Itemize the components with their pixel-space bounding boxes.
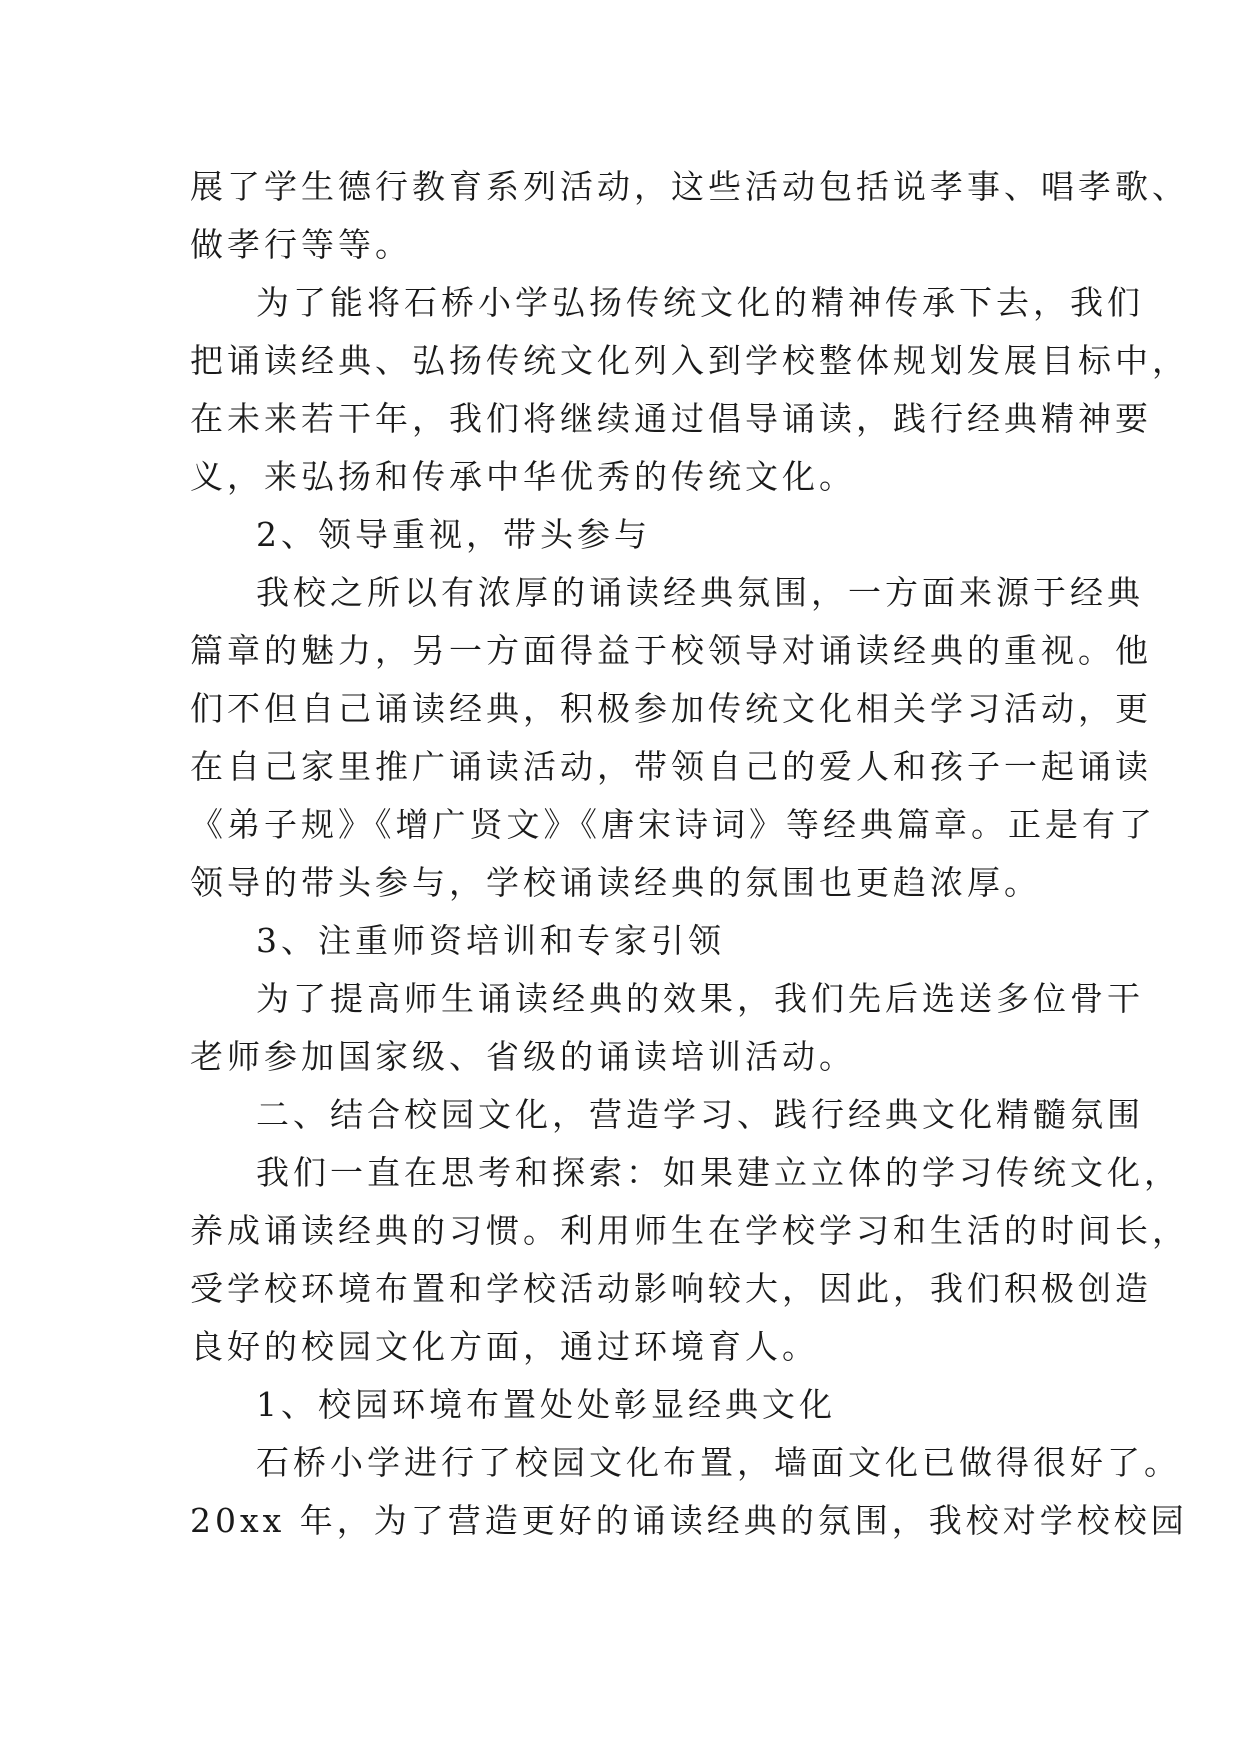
text-line: 把诵读经典、弘扬传统文化列入到学校整体规划发展目标中， — [190, 341, 1189, 380]
text-line: 受学校环境布置和学校活动影响较大，因此，我们积极创造 — [190, 1269, 1152, 1308]
document-body — [190, 158, 1189, 1550]
text-line: 篇章的魅力，另一方面得益于校领导对诵读经典的重视。他 — [190, 631, 1152, 670]
text-line: 领导的带头参与，学校诵读经典的氛围也更趋浓厚。 — [190, 863, 1041, 902]
text-line: 做孝行等等。 — [190, 225, 412, 264]
text-line: 义，来弘扬和传承中华优秀的传统文化。 — [190, 457, 856, 496]
text-line: 养成诵读经典的习惯。利用师生在学校学习和生活的时间长， — [190, 1211, 1189, 1250]
text-line: 1、校园环境布置处处彰显经典文化 — [256, 1385, 836, 1424]
text-line: 们不但自己诵读经典，积极参加传统文化相关学习活动，更 — [190, 689, 1152, 728]
text-line: 二、结合校园文化，营造学习、践行经典文化精髓氛围 — [256, 1095, 1144, 1134]
text-line: 我们一直在思考和探索：如果建立立体的学习传统文化， — [256, 1153, 1181, 1192]
text-line: 展了学生德行教育系列活动，这些活动包括说孝事、唱孝歌、 — [190, 167, 1189, 206]
text-line: 在自己家里推广诵读活动，带领自己的爱人和孩子一起诵读 — [190, 747, 1152, 786]
text-line: 我校之所以有浓厚的诵读经典氛围，一方面来源于经典 — [256, 573, 1144, 612]
text-line: 20xx 年，为了营造更好的诵读经典的氛围，我校对学校校园 — [190, 1501, 1188, 1540]
text-line: 在未来若干年，我们将继续通过倡导诵读，践行经典精神要 — [190, 399, 1152, 438]
text-line: 《弟子规》《增广贤文》《唐宋诗词》等经典篇章。正是有了 — [190, 805, 1156, 844]
text-line: 为了能将石桥小学弘扬传统文化的精神传承下去，我们 — [256, 283, 1144, 322]
text-line: 为了提高师生诵读经典的效果，我们先后选送多位骨干 — [256, 979, 1144, 1018]
text-line: 3、注重师资培训和专家引领 — [256, 921, 725, 960]
text-line: 2、领导重视，带头参与 — [256, 515, 651, 554]
text-line: 老师参加国家级、省级的诵读培训活动。 — [190, 1037, 856, 1076]
text-line: 良好的校园文化方面，通过环境育人。 — [190, 1327, 819, 1366]
text-line: 石桥小学进行了校园文化布置，墙面文化已做得很好了。 — [256, 1443, 1181, 1482]
